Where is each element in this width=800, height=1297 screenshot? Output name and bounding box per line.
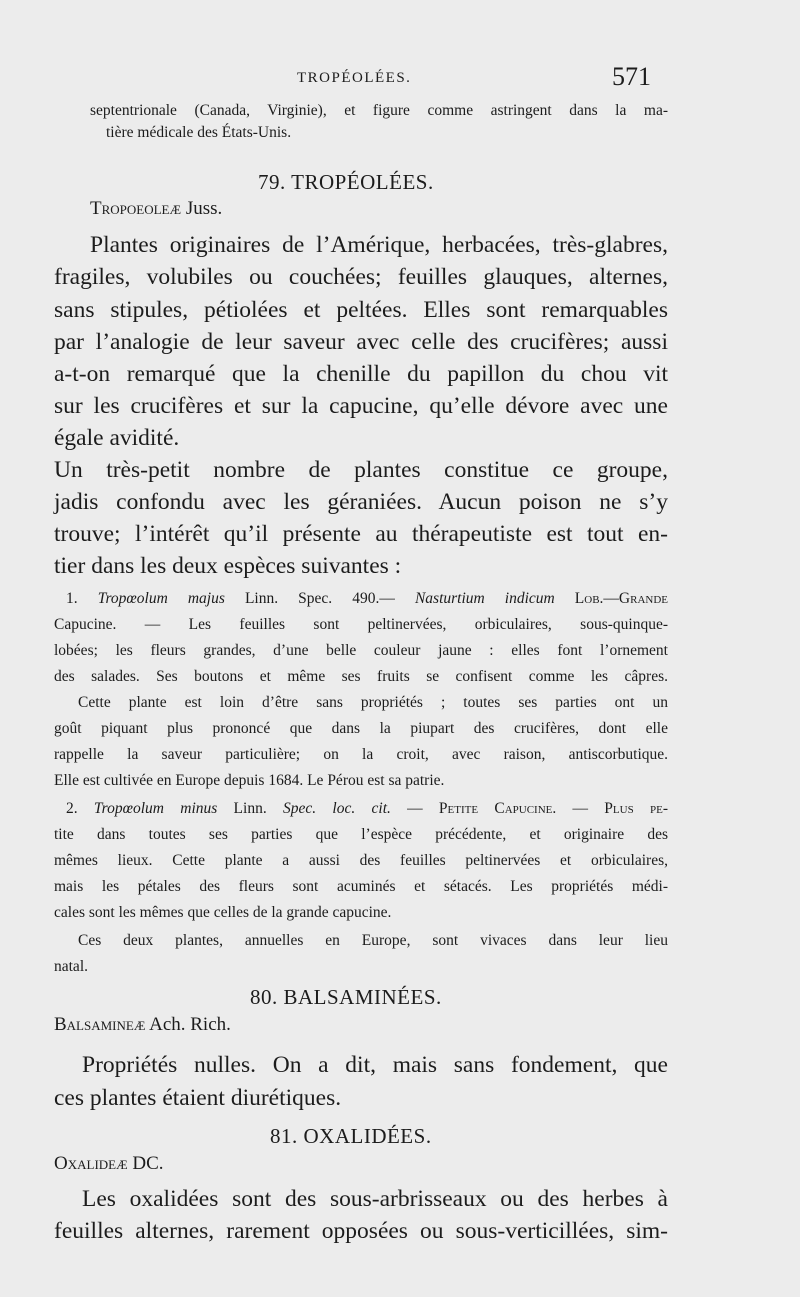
page-number: 571 xyxy=(612,62,651,91)
paragraph-line: tier dans les deux espèces suivantes : xyxy=(54,553,402,579)
text-line: mais les pétales des fleurs sont acuminés et sétacés. Les propriétés médi- xyxy=(54,878,668,895)
family-authority: Tropoeoleæ Juss. xyxy=(90,198,223,219)
text-line: rappelle la saveur particulière; on la croit, avec raison, antiscorbutique. xyxy=(54,746,668,763)
text-line: tite dans toutes ses parties que l’espèce précédente, et originaire des xyxy=(54,826,668,843)
paragraph-line: Propriétés nulles. On a dit, mais sans fondement, que xyxy=(82,1052,668,1078)
text-line: goût piquant plus prononcé que dans la piupart des crucifères, dont elle xyxy=(54,720,668,737)
section-heading: 79. TROPÉOLÉES. xyxy=(258,170,434,194)
section-heading: 80. BALSAMINÉES. xyxy=(250,985,442,1009)
running-header: TROPÉOLÉES. xyxy=(297,70,412,86)
paragraph-line: sans stipules, pétiolées et peltées. Elles sont remarquables xyxy=(54,297,668,323)
paragraph-line: par l’analogie de leur saveur avec celle des crucifères; aussi xyxy=(54,329,668,355)
text-line: des salades. Ses boutons et même ses fruits se confisent comme les câpres. xyxy=(54,668,668,685)
text-line: lobées; les fleurs grandes, d’une belle couleur jaune : elles font l’ornement xyxy=(54,642,668,659)
text-line: mêmes lieux. Cette plante a aussi des feuilles peltinervées et orbiculaires, xyxy=(54,852,668,869)
family-authority: Balsamineæ Ach. Rich. xyxy=(54,1014,231,1035)
text-line: Capucine. — Les feuilles sont peltinervées, orbiculaires, sous-quinque- xyxy=(54,616,668,633)
section-heading: 81. OXALIDÉES. xyxy=(270,1124,432,1148)
paragraph-line: a-t-on remarqué que la chenille du papillon du chou vit xyxy=(54,361,668,387)
paragraph-line: Un très-petit nombre de plantes constitue ce groupe, xyxy=(54,457,668,483)
paragraph-line: jadis confondu avec les géraniées. Aucun poison ne s’y xyxy=(54,489,668,515)
paragraph-line: sur les crucifères et sur la capucine, qu’elle dévore avec une xyxy=(54,393,668,419)
paragraph-line: Plantes originaires de l’Amérique, herbacées, très-glabres, xyxy=(90,232,668,258)
text-line: tière médicale des États-Unis. xyxy=(106,124,292,141)
paragraph-line: ces plantes étaient diurétiques. xyxy=(54,1085,342,1111)
text-line: natal. xyxy=(54,958,88,975)
species-entry-1: 1. Tropœolum majus Linn. Spec. 490.— Nasturtium indicum Lob.—Grande xyxy=(66,590,669,607)
species-entry-2: 2. Tropœolum minus Linn. Spec. loc. cit. — Petite Capucine. — Plus pe- xyxy=(66,800,668,817)
text-line: Elle est cultivée en Europe depuis 1684. Le Pérou est sa patrie. xyxy=(54,772,445,789)
text-line: septentrionale (Canada, Virginie), et figure comme astringent dans la ma- xyxy=(90,102,668,119)
paragraph-line: feuilles alternes, rarement opposées ou sous-verticillées, sim- xyxy=(54,1218,668,1244)
family-authority: Oxalideæ DC. xyxy=(54,1153,164,1174)
paragraph-line: trouve; l’intérêt qu’il présente au thérapeutiste est tout en- xyxy=(54,521,668,547)
text-line: Ces deux plantes, annuelles en Europe, sont vivaces dans leur lieu xyxy=(78,932,668,949)
text-line: Cette plante est loin d’être sans propriétés ; toutes ses parties ont un xyxy=(78,694,668,711)
paragraph-line: fragiles, volubiles ou couchées; feuilles glauques, alternes, xyxy=(54,264,668,290)
paragraph-line: Les oxalidées sont des sous-arbrisseaux ou des herbes à xyxy=(82,1186,668,1212)
text-line: cales sont les mêmes que celles de la grande capucine. xyxy=(54,904,392,921)
paragraph-line: égale avidité. xyxy=(54,425,180,451)
